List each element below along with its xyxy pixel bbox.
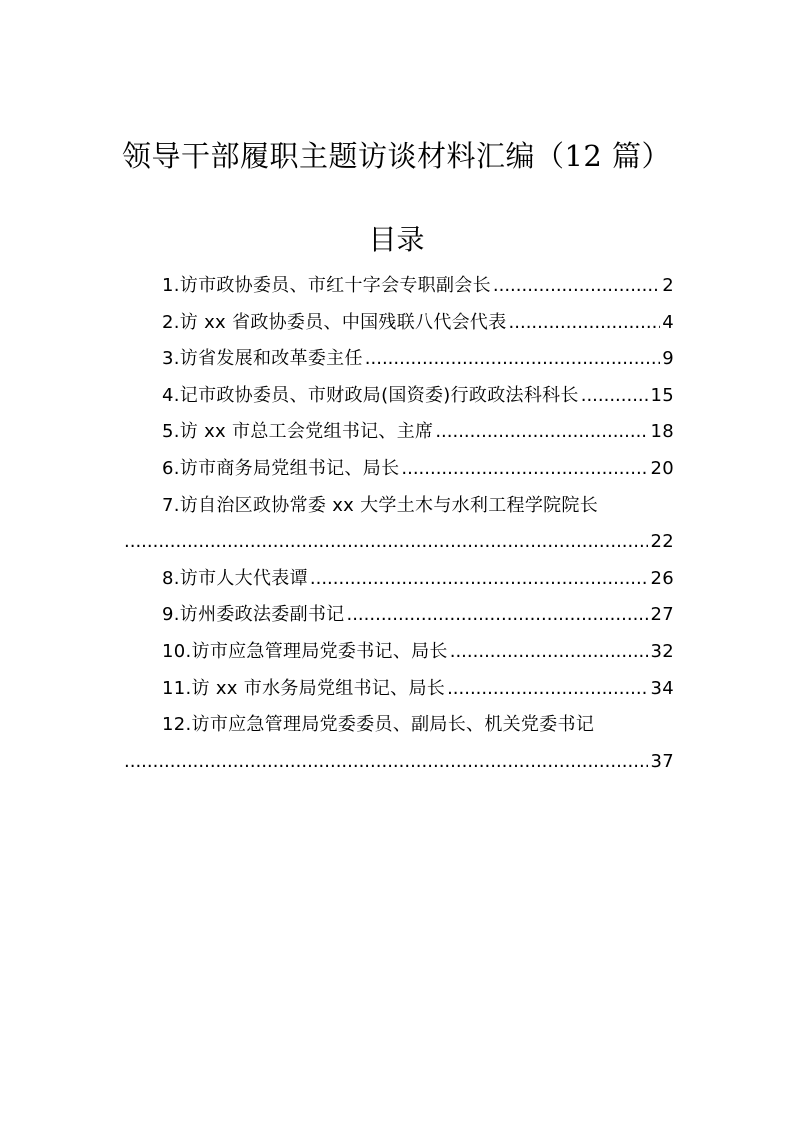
toc-page-number: 9 xyxy=(662,348,674,370)
toc-page-number: 32 xyxy=(650,640,674,662)
toc-entry-4[interactable] xyxy=(122,378,674,415)
toc-page-number: 4 xyxy=(662,311,674,333)
toc-leader-dots xyxy=(124,524,648,561)
toc-entry-12-continuation[interactable] xyxy=(122,744,674,781)
toc-page-number: 27 xyxy=(650,604,674,626)
toc-leader-dots xyxy=(581,378,649,415)
toc-entry-title: 10.访市应急管理局党委书记、局长 xyxy=(162,640,448,662)
toc-leader-dots xyxy=(493,268,660,305)
toc-page-number: 15 xyxy=(650,384,674,406)
toc-entry-title: 4.记市政协委员、市财政局(国资委)行政政法科科长 xyxy=(162,384,579,406)
toc-leader-dots xyxy=(509,305,661,342)
table-of-contents xyxy=(122,268,674,780)
toc-leader-dots xyxy=(450,634,649,671)
toc-entry-title: 11.访 xx 市水务局党组书记、局长 xyxy=(162,677,446,699)
toc-entry-title: 5.访 xx 市总工会党组书记、主席 xyxy=(162,421,434,443)
toc-page-number: 2 xyxy=(662,275,674,296)
toc-entry-title: 7.访自治区政协常委 xx 大学土木与水利工程学院院长 xyxy=(162,494,599,516)
toc-entry-8[interactable] xyxy=(122,561,674,598)
toc-entry-7[interactable] xyxy=(122,488,674,525)
toc-entry-2[interactable] xyxy=(122,305,674,342)
toc-entry-9[interactable] xyxy=(122,597,674,634)
toc-entry-6[interactable] xyxy=(122,451,674,488)
toc-page-number: 37 xyxy=(650,750,674,772)
toc-leader-dots xyxy=(435,414,648,451)
toc-page-number: 34 xyxy=(650,677,674,699)
toc-leader-dots xyxy=(124,744,648,781)
toc-page-number: 26 xyxy=(650,567,674,589)
toc-entry-title: 2.访 xx 省政协委员、中国残联八代会代表 xyxy=(162,311,507,333)
toc-entry-10[interactable] xyxy=(122,634,674,671)
toc-entry-title: 9.访州委政法委副书记 xyxy=(162,604,345,626)
toc-entry-title: 6.访市商务局党组书记、局长 xyxy=(162,457,400,479)
toc-page-number: 18 xyxy=(650,421,674,443)
toc-entry-1[interactable] xyxy=(122,268,674,305)
toc-page-number: 20 xyxy=(650,457,674,479)
document-title: 领导干部履职主题访谈材料汇编（12 篇） xyxy=(121,139,672,173)
toc-page-number: 22 xyxy=(650,531,674,553)
toc-entry-title: 8.访市人大代表谭 xyxy=(162,567,308,589)
toc-entry-title: 3.访省发展和改革委主任 xyxy=(162,348,363,370)
toc-leader-dots xyxy=(401,451,648,488)
toc-leader-dots xyxy=(447,671,648,708)
toc-entry-12[interactable] xyxy=(122,707,674,744)
toc-leader-dots xyxy=(310,561,649,598)
toc-leader-dots xyxy=(346,597,648,634)
toc-leader-dots xyxy=(365,341,660,378)
toc-entry-11[interactable] xyxy=(122,671,674,708)
toc-entry-title: 12.访市应急管理局党委委员、副局长、机关党委书记 xyxy=(162,714,595,736)
toc-heading: 目录 xyxy=(368,223,425,256)
toc-entry-5[interactable] xyxy=(122,414,674,451)
toc-entry-3[interactable] xyxy=(122,341,674,378)
toc-entry-7-continuation[interactable] xyxy=(122,524,674,561)
toc-entry-title: 1.访市政协委员、市红十字会专职副会长 xyxy=(162,275,491,296)
